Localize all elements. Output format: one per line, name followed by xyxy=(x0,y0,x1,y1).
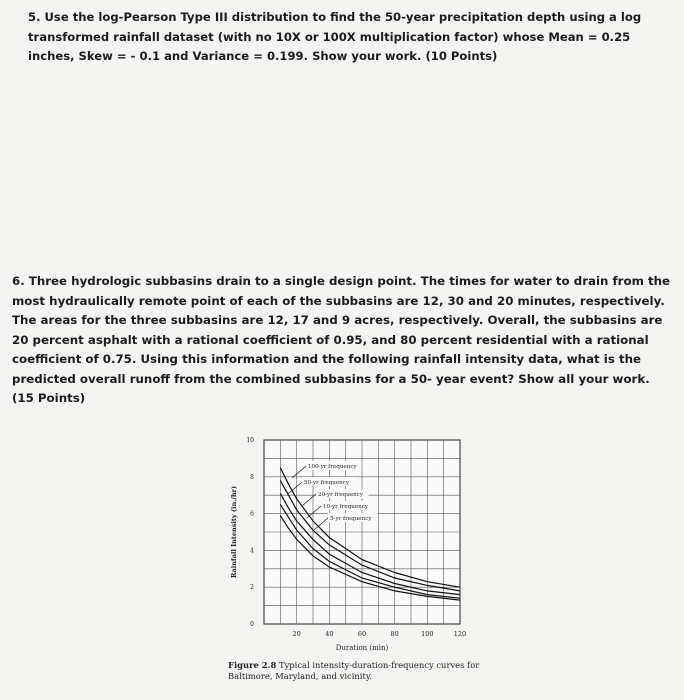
x-tick-label: 80 xyxy=(390,630,399,638)
y-axis-label: Rainfall Intensity (in./hr) xyxy=(230,485,238,579)
y-tick-label: 2 xyxy=(250,584,254,592)
figure-caption-label: Figure 2.8 xyxy=(228,660,277,670)
y-tick-label: 8 xyxy=(250,473,254,481)
idf-chart-svg xyxy=(228,432,468,660)
figure-caption xyxy=(228,660,488,682)
y-tick-label: 4 xyxy=(250,547,254,555)
legend-label: 10-yr frequency xyxy=(323,504,369,510)
legend-label: 50-yr frequency xyxy=(304,480,350,486)
legend-label: 100-yr frequency xyxy=(308,464,357,470)
y-tick-label: 6 xyxy=(250,510,254,518)
x-tick-label: 60 xyxy=(357,630,367,638)
x-tick-label: 100 xyxy=(421,630,434,638)
question-6: 6. Three hydrologic subbasins drain to a single design point. The times for water to drain from the most hydraulically remote point of each of the subbasins are 12, 30 and 20 minutes, respectively. The areas for the three subbasins are 12, 17 and 9 acres, respectively. Overall, the subbasins are 20 percent asphalt with a rational coefficient of 0.95, and 80 percent residential with a rational coefficient of 0.75. Using this information and the following rainfall intensity data, what is the predicted overall runoff from the combined subbasins for a 50- year event? Show all your work. (15 Points) xyxy=(12,274,671,405)
y-tick-label: 10 xyxy=(246,437,254,444)
legend-label: 5-yr frequency xyxy=(330,516,372,522)
x-tick-label: 120 xyxy=(453,630,467,638)
question-5: 5. Use the log-Pearson Type III distribution to find the 50-year precipitation depth using a log transformed rainfall dataset (with no 10X or 100X multiplication factor) whose Mean = 0.25 inches, Skew = - 0.1 and Variance = 0.199. Show your work. (10 Points) xyxy=(28,10,642,63)
x-tick-label: 40 xyxy=(325,630,334,638)
x-tick-label: 20 xyxy=(292,630,301,638)
y-tick-label: 0 xyxy=(250,621,254,628)
idf-chart xyxy=(228,432,468,682)
figure-caption-text: Typical intensity-duration-frequency curves for Baltimore, Maryland, and vicinity. xyxy=(228,660,480,681)
x-axis-label: Duration (min) xyxy=(335,644,389,652)
legend-label: 20-yr frequency xyxy=(318,492,364,498)
